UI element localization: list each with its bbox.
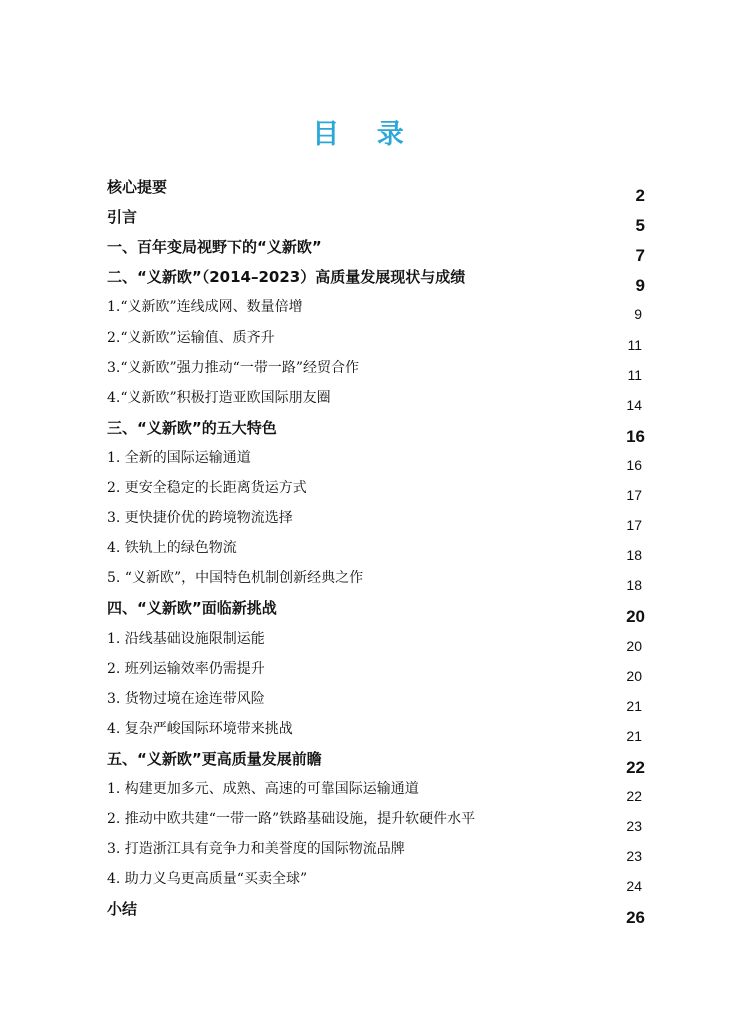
toc-entry-page-number: 16	[626, 427, 645, 446]
toc-entry[interactable]	[107, 598, 645, 628]
toc-entry-page-number: 21	[626, 698, 642, 714]
toc-entry[interactable]	[107, 689, 642, 719]
toc-entry-page-number: 14	[626, 397, 642, 413]
toc-entry-page-number: 18	[626, 577, 642, 593]
toc-entry-page-number: 17	[626, 517, 642, 533]
toc-entry-label: 4.“义新欧”积极打造亚欧国际朋友圈	[107, 390, 331, 406]
toc-entry-label: 核心提要	[107, 178, 168, 196]
toc-entry-label: 小结	[107, 900, 138, 918]
toc-entry-label: 5. “义新欧”，中国特色机制创新经典之作	[107, 570, 364, 586]
toc-entry-label: 4. 复杂严峻国际环境带来挑战	[107, 721, 293, 737]
toc-entry-label: 4. 铁轨上的绿色物流	[107, 540, 237, 556]
toc-entry[interactable]	[107, 418, 645, 448]
toc-entry-page-number: 16	[626, 457, 642, 473]
toc-entry-page-number: 9	[634, 306, 642, 322]
toc-entry-page-number: 20	[626, 668, 642, 684]
toc-entry-page-number: 11	[627, 337, 642, 353]
toc-entry-page-number: 2	[635, 186, 645, 205]
toc-entry-page-number: 22	[626, 758, 645, 777]
toc-entry-page-number: 26	[626, 908, 645, 927]
toc-entry-label: 2. 推动中欧共建“一带一路”铁路基础设施，提升软硬件水平	[107, 811, 476, 827]
toc-entry[interactable]	[107, 207, 645, 237]
toc-entry-label: 1. 构建更加多元、成熟、高速的可靠国际运输通道	[107, 781, 419, 797]
toc-entry[interactable]	[107, 237, 645, 267]
toc-entry[interactable]	[107, 267, 645, 297]
toc-entry-label: 五、“义新欧”更高质量发展前瞻	[107, 750, 322, 768]
toc-entry-page-number: 11	[627, 367, 642, 383]
toc-entry[interactable]	[107, 659, 642, 689]
toc-entry-label: 二、“义新欧”（2014–2023）高质量发展现状与成绩	[107, 268, 466, 286]
toc-entry[interactable]	[107, 358, 642, 388]
toc-entry[interactable]	[107, 508, 642, 538]
toc-entry-label: 3. 货物过境在途连带风险	[107, 691, 265, 707]
toc-entry[interactable]	[107, 809, 642, 839]
toc-entry-page-number: 23	[626, 848, 642, 864]
toc-entry[interactable]	[107, 538, 642, 568]
toc-entry-label: 1. 沿线基础设施限制运能	[107, 631, 265, 647]
toc-entry-label: 2.“义新欧”运输值、质齐升	[107, 330, 275, 346]
toc-entry-page-number: 17	[626, 487, 642, 503]
toc-entry[interactable]	[107, 779, 642, 809]
toc-entry[interactable]	[107, 478, 642, 508]
toc-entry[interactable]	[107, 328, 642, 358]
toc-entry[interactable]	[107, 629, 642, 659]
toc-entry-page-number: 22	[626, 788, 642, 804]
toc-entry[interactable]	[107, 388, 642, 418]
toc-title: 目 录	[312, 119, 418, 150]
toc-entry-label: 1.“义新欧”连线成网、数量倍增	[107, 299, 303, 315]
toc-entry-page-number: 24	[626, 878, 642, 894]
toc-entry-label: 1. 全新的国际运输通道	[107, 450, 251, 466]
toc-entry[interactable]	[107, 448, 642, 478]
toc-entry-label: 四、“义新欧”面临新挑战	[107, 599, 277, 617]
toc-entry-label: 三、“义新欧”的五大特色	[107, 419, 277, 437]
toc-entry[interactable]	[107, 719, 642, 749]
toc-entry-page-number: 7	[635, 246, 645, 265]
toc-entry[interactable]	[107, 869, 642, 899]
toc-entry-page-number: 21	[626, 728, 642, 744]
toc-entry-label: 2. 更安全稳定的长距离货运方式	[107, 480, 307, 496]
toc-entry[interactable]	[107, 568, 642, 598]
toc-entry-label: 4. 助力义乌更高质量“买卖全球”	[107, 871, 308, 887]
toc-entry[interactable]	[107, 899, 645, 929]
toc-entry-label: 3. 打造浙江具有竞争力和美誉度的国际物流品牌	[107, 841, 405, 857]
toc-entry-label: 一、百年变局视野下的“义新欧”	[107, 238, 322, 256]
toc-entry[interactable]	[107, 749, 645, 779]
toc-entry-page-number: 23	[626, 818, 642, 834]
toc-entry-label: 3. 更快捷价优的跨境物流选择	[107, 510, 293, 526]
toc-entry-label: 2. 班列运输效率仍需提升	[107, 661, 265, 677]
toc-entry-page-number: 20	[626, 607, 645, 626]
toc-entry-page-number: 5	[635, 216, 645, 235]
toc-entry-label: 引言	[107, 208, 138, 226]
toc-entry-page-number: 20	[626, 638, 642, 654]
toc-entry[interactable]	[107, 297, 642, 327]
toc-entry-label: 3.“义新欧”强力推动“一带一路”经贸合作	[107, 360, 359, 376]
toc-entry[interactable]	[107, 177, 645, 207]
toc-entry-page-number: 9	[635, 276, 645, 295]
toc-entry-page-number: 18	[626, 547, 642, 563]
toc-entry[interactable]	[107, 839, 642, 869]
